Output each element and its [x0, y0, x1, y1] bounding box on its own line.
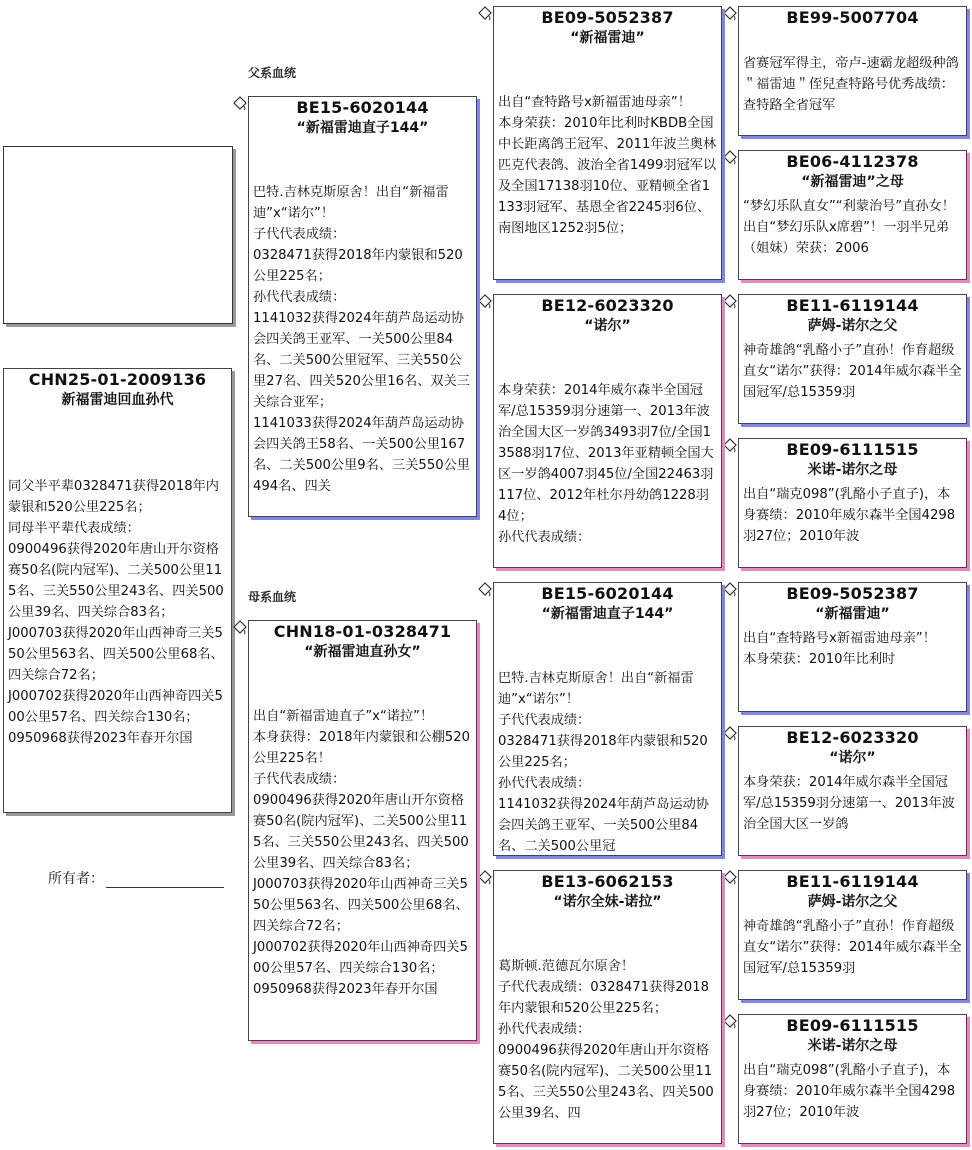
sire-card[interactable] — [248, 96, 477, 517]
sire-id: BE15-6020144 — [296, 98, 429, 117]
sire-dam-body: 本身荣获：2014年威尔森半全国冠军/总15359羽分速第一、2013年波治全国大区一岁鸽3493羽7位/全国13588羽17位、2013年亚精顿全国大区一岁鸽4007羽45位/全国22463羽117位、2012年杜尔丹幼鸽1228羽4位； 孙代代表成绩： — [498, 383, 714, 545]
g4-id: BE09-6111515 — [786, 440, 919, 459]
g4-name: 米诺-诺尔之母 — [807, 1038, 898, 1054]
g4-name: “新福雷迪” — [815, 606, 890, 622]
g4-body: 神奇雄鸽“乳酪小子”直孙！作育超级直女“诺尔”获得：2014年威尔森半全国冠军/总15359羽 — [743, 343, 962, 400]
owner-label: 所有者： — [48, 871, 104, 887]
g4-name: 萨姆-诺尔之父 — [807, 318, 898, 334]
g4-id: BE99-5007704 — [786, 8, 919, 27]
sire-sire-body: 出自“查特路号x新福雷迪母亲”！ 本身荣获：2010年比利时KBDB全国中长距离鸽王冠军、2011年波兰奥林匹克代表鸽、波治全省1499羽冠军以及全国17138羽10位、亚精顿全省1133羽冠军、基恩全省2245羽6位、南图地区1252羽5位； — [498, 95, 717, 236]
sire-sire-name: “新福雷迪” — [570, 30, 645, 46]
edit-icon[interactable] — [477, 294, 493, 310]
dam-sire-id: BE15-6020144 — [541, 584, 674, 603]
sire-name: “新福雷迪直子144” — [296, 120, 429, 136]
g4-id: BE11-6119144 — [786, 872, 919, 891]
edit-icon[interactable] — [722, 1014, 738, 1030]
dam-sire-card[interactable] — [493, 582, 722, 856]
dam-name: “新福雷迪直孙女” — [304, 644, 421, 660]
g4-id: BE09-6111515 — [786, 1016, 919, 1035]
sire-sire-card[interactable] — [493, 6, 722, 280]
g4-card[interactable] — [738, 582, 967, 712]
dam-body: 出自“新福雷迪直子”x“诺拉”！ 本身获得：2018年内蒙银和公棚520公里225名！ 子代代表成绩： 0900496获得2020年唐山开尔资格赛50名(院内冠军)、二关500公里115名、三关550公里243名、四关500公里39名、四关综合83名； J000703获得2020年山西神奇三关550公里563名、四关500公里68名、四关综合72名； J000702获得2020年山西神奇四关500公里57名、四关综合130名； 0950968获得2023年春开尔国 — [253, 709, 470, 997]
dam-id: CHN18-01-0328471 — [273, 622, 452, 641]
g4-card[interactable] — [738, 1014, 967, 1144]
g4-body: 省赛冠军得主，帝卢-速霸龙超级种鸽 ＂福雷迪＂侄兒查特路号优秀战绩：查特路全省冠军 — [743, 56, 959, 113]
dam-sire-name: “新福雷迪直子144” — [541, 606, 674, 622]
g4-id: BE12-6023320 — [786, 728, 919, 747]
g4-card[interactable] — [738, 438, 967, 568]
g4-name: 米诺-诺尔之母 — [807, 462, 898, 478]
photo-frame[interactable] — [3, 146, 233, 324]
edit-icon[interactable] — [477, 582, 493, 598]
dam-line-label: 母系血统 — [248, 590, 297, 604]
dam-card[interactable] — [248, 620, 477, 1041]
sire-dam-card[interactable] — [493, 294, 722, 568]
g4-id: BE11-6119144 — [786, 296, 919, 315]
sire-dam-name: “诺尔” — [584, 318, 631, 334]
dam-sire-body: 巴特.吉林克斯原舍！出自“新福雷迪”x“诺尔”！ 子代代表成绩： 0328471获得2018年内蒙银和520公里225名； 孙代代表成绩： 1141032获得2024年葫芦岛运动协会四关鸽王亚军、一关500公里84名、二关500公里冠 — [498, 671, 709, 854]
sire-sire-id: BE09-5052387 — [541, 8, 674, 27]
dam-dam-id: BE13-6062153 — [541, 872, 674, 891]
g4-body: 出自“瑞克098”(乳酪小子直子)，本身赛绩：2010年威尔森半全国4298羽27位；2010年波 — [743, 1063, 956, 1120]
edit-icon[interactable] — [722, 438, 738, 454]
g4-card[interactable] — [738, 6, 967, 136]
subject-name: 新福雷迪回血孙代 — [61, 392, 174, 408]
dam-dam-body: 葛斯顿.范德瓦尔原舍！ 子代代表成绩：0328471获得2018年内蒙银和520公里225名； 孙代代表成绩： 0900496获得2020年唐山开尔资格赛50名(院内冠军)、二关500公里115名、三关550公里243名、四关500公里39名、四 — [498, 959, 714, 1121]
edit-icon[interactable] — [722, 150, 738, 166]
edit-icon[interactable] — [722, 294, 738, 310]
g4-name: “诺尔” — [829, 750, 876, 766]
g4-card[interactable] — [738, 726, 967, 856]
edit-icon[interactable] — [232, 620, 248, 636]
g4-id: BE09-5052387 — [786, 584, 919, 603]
edit-icon[interactable] — [232, 96, 248, 112]
owner-line[interactable] — [106, 873, 224, 888]
subject-body: 同父半平辈0328471获得2018年内蒙银和520公里225名； 同母半平辈代表成绩： 0900496获得2020年唐山开尔资格赛50名(院内冠军)、二关500公里115名、三关550公里243名、四关500公里39名、四关综合83名； J000703获得2020年山西神奇三关550公里563名、四关500公里68名、四关综合72名； J000702获得2020年山西神奇四关500公里57名、四关综合130名； 0950968获得2023年春开尔国 — [8, 479, 224, 746]
sire-body: 巴特.吉林克斯原舍！出自“新福雷迪”x“诺尔”！ 子代代表成绩： 0328471获得2018年内蒙银和520公里225名； 孙代代表成绩： 1141032获得2024年葫芦岛运动协会四关鸽王亚军、一关500公里84名、二关500公里冠军、三关550公里27名、四关520公里16名、双关三关综合亚军； 1141033获得2024年葫芦岛运动协会四关鸽王58名、一关500公里167名、二关500公里9名、三关550公里494名、四关 — [253, 185, 470, 494]
owner-field[interactable] — [48, 868, 224, 888]
sire-line-label: 父系血统 — [248, 66, 297, 80]
dam-dam-card[interactable] — [493, 870, 722, 1144]
g4-card[interactable] — [738, 870, 967, 1000]
g4-name: 萨姆-诺尔之父 — [807, 894, 898, 910]
g4-body: 本身荣获：2014年威尔森半全国冠军/总15359羽分速第一、2013年波治全国大区一岁鸽 — [743, 775, 955, 832]
g4-card[interactable] — [738, 150, 967, 280]
edit-icon[interactable] — [477, 870, 493, 886]
edit-icon[interactable] — [722, 6, 738, 22]
g4-name: “新福雷迪”之母 — [801, 174, 904, 190]
edit-icon[interactable] — [722, 582, 738, 598]
edit-icon[interactable] — [722, 726, 738, 742]
g4-body: 出自“查特路号x新福雷迪母亲”！ 本身荣获：2010年比利时 — [743, 631, 936, 667]
dam-dam-name: “诺尔全妹-诺拉” — [553, 894, 662, 910]
subject-id: CHN25-01-2009136 — [28, 370, 207, 389]
sire-dam-id: BE12-6023320 — [541, 296, 674, 315]
edit-icon[interactable] — [722, 870, 738, 886]
g4-body: 出自“瑞克098”(乳酪小子直子)，本身赛绩：2010年威尔森半全国4298羽27位；2010年波 — [743, 487, 956, 544]
g4-id: BE06-4112378 — [786, 152, 919, 171]
g4-body: 神奇雄鸽“乳酪小子”直孙！作育超级直女“诺尔”获得：2014年威尔森半全国冠军/总15359羽 — [743, 919, 962, 976]
subject-card[interactable] — [3, 368, 232, 813]
g4-card[interactable] — [738, 294, 967, 424]
edit-icon[interactable] — [477, 6, 493, 22]
g4-body: “梦幻乐队直女”“利蒙治号”直孙女！出自“梦幻乐队x席碧”！一羽半兄弟（姐妹）荣获：2006 — [743, 199, 955, 256]
